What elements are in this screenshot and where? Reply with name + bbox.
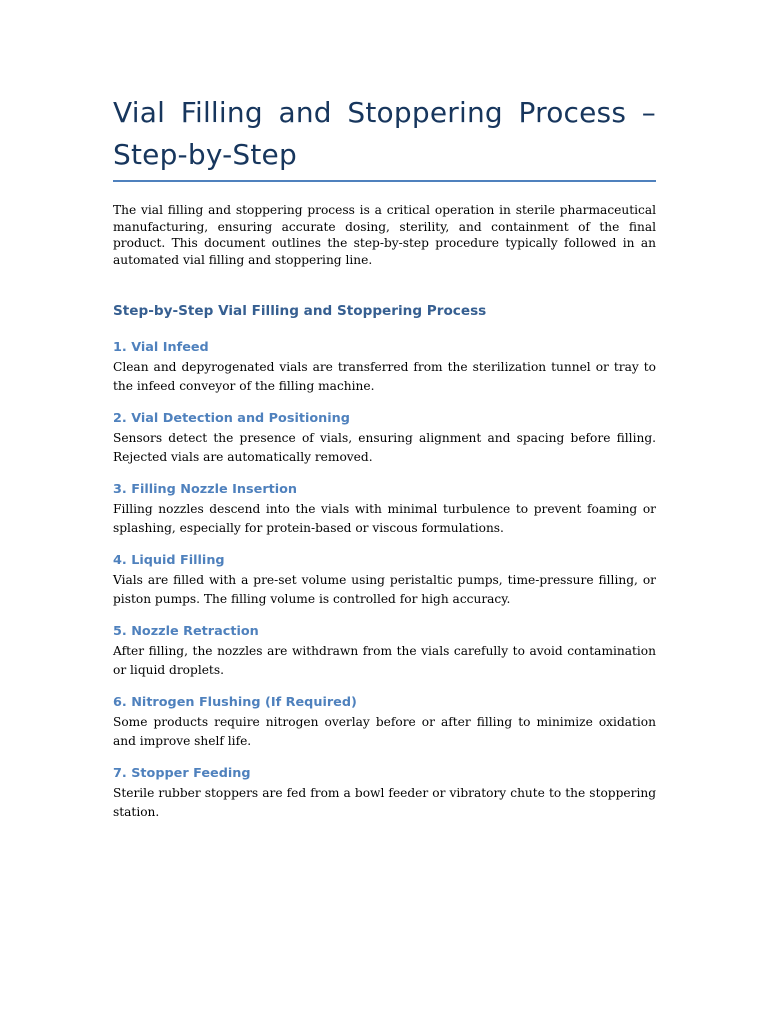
step-text: Sterile rubber stoppers are fed from a bowl feeder or vibratory chute to the stoppering station. — [113, 786, 656, 819]
step-vial-detection — [113, 409, 656, 467]
step-text: Some products require nitrogen overlay before or after filling to minimize oxidation and improve shelf life. — [113, 715, 656, 748]
step-text: Sensors detect the presence of vials, ensuring alignment and spacing before filling. Rejected vials are automatically removed. — [113, 431, 656, 464]
title-divider — [113, 180, 656, 182]
step-nozzle-retraction — [113, 622, 656, 680]
step-stopper-feeding — [113, 764, 656, 822]
step-text: After filling, the nozzles are withdrawn from the vials carefully to avoid contamination or liquid droplets. — [113, 644, 656, 677]
step-heading: 3. Filling Nozzle Insertion — [113, 482, 298, 497]
step-heading: 1. Vial Infeed — [113, 340, 209, 355]
step-heading: 5. Nozzle Retraction — [113, 624, 259, 639]
step-heading: 2. Vial Detection and Positioning — [113, 411, 350, 426]
step-text: Clean and depyrogenated vials are transferred from the sterilization tunnel or tray to the infeed conveyor of the filling machine. — [113, 360, 656, 393]
document-title: Vial Filling and Stoppering Process – Step-by-Step — [113, 96, 656, 171]
step-nitrogen-flushing — [113, 693, 656, 751]
step-liquid-filling — [113, 551, 656, 609]
step-text: Filling nozzles descend into the vials with minimal turbulence to prevent foaming or splashing, especially for protein-based or viscous formulations. — [113, 502, 656, 535]
step-heading: 7. Stopper Feeding — [113, 766, 251, 781]
step-vial-infeed — [113, 338, 656, 396]
section-heading: Step-by-Step Vial Filling and Stoppering Process — [113, 303, 487, 319]
document-page — [113, 92, 656, 822]
step-heading: 4. Liquid Filling — [113, 553, 225, 568]
intro-paragraph: The vial filling and stoppering process is a critical operation in sterile pharmaceutical manufacturing, ensuring accurate dosing, sterility, and containment of the final product. This document outlines the step-by-step procedure typically followed in an automated vial filling and stoppering line. — [113, 203, 656, 267]
step-heading: 6. Nitrogen Flushing (If Required) — [113, 695, 357, 710]
step-nozzle-insertion — [113, 480, 656, 538]
step-text: Vials are filled with a pre-set volume using peristaltic pumps, time-pressure filling, or piston pumps. The filling volume is controlled for high accuracy. — [113, 573, 656, 606]
